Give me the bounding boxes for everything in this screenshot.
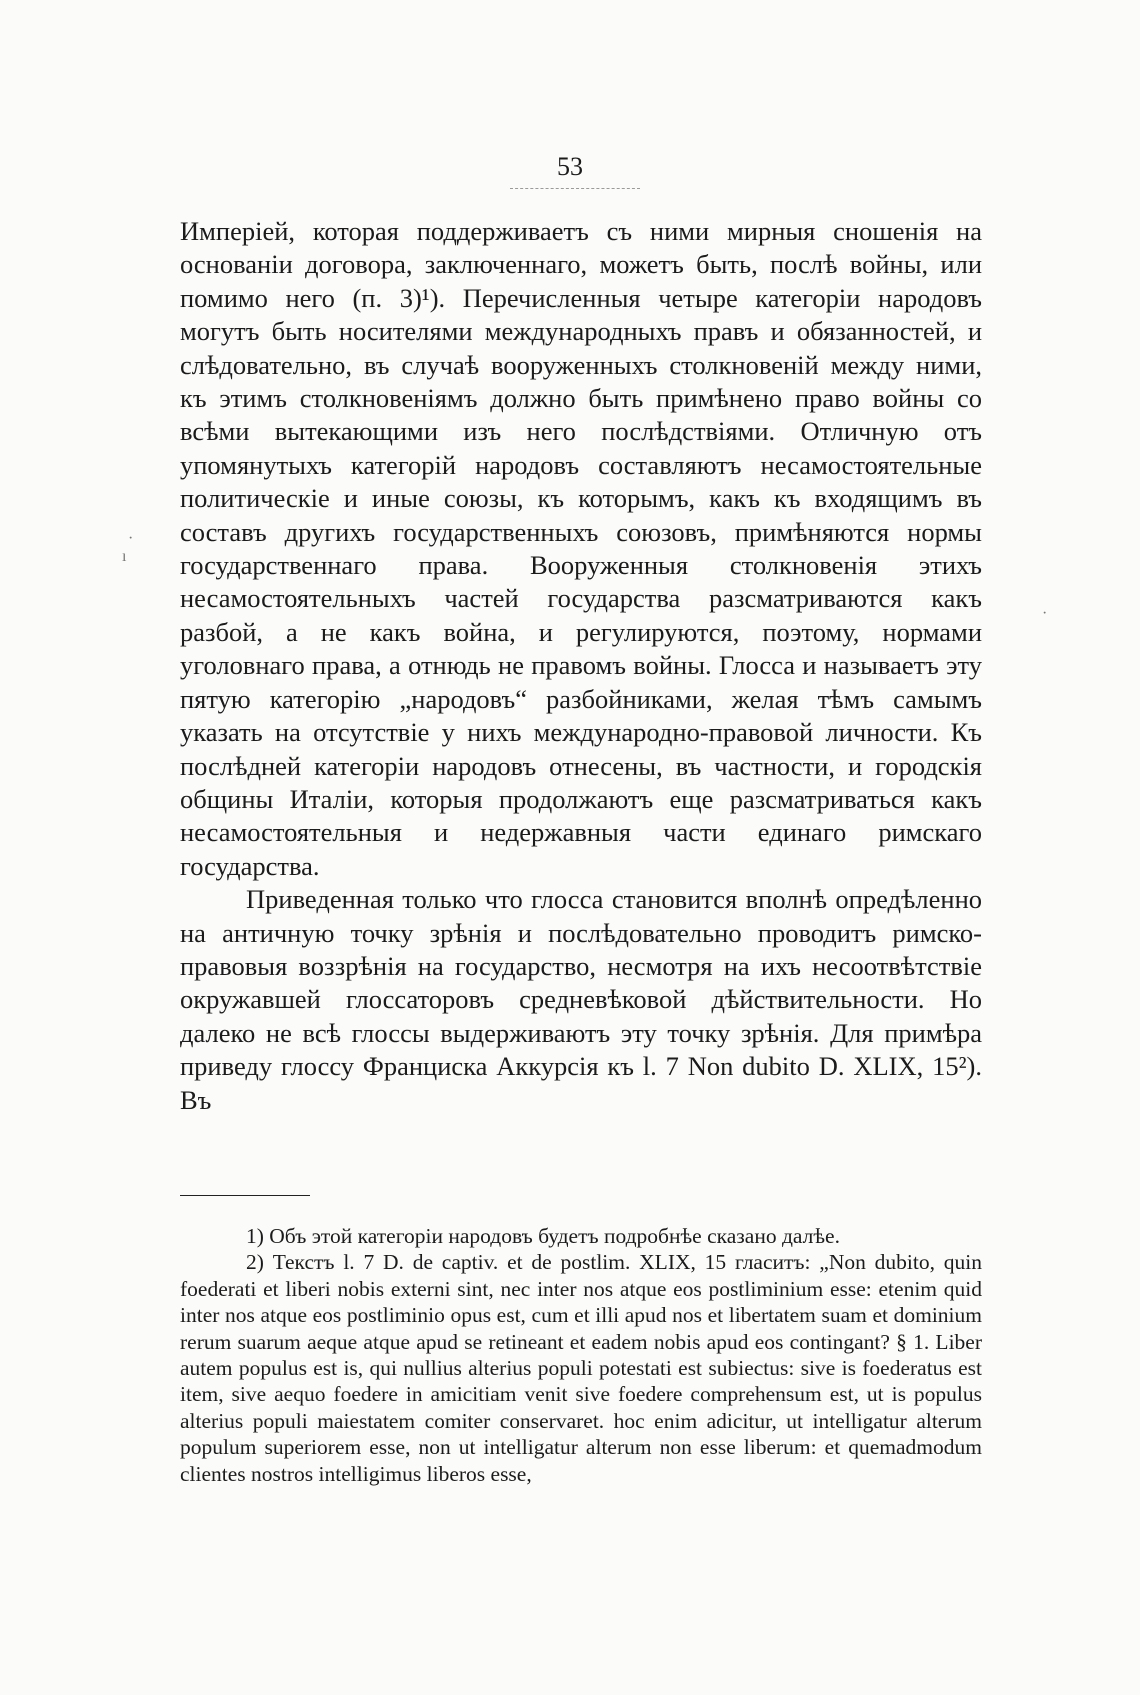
footnote: 2) Текстъ l. 7 D. de captiv. et de postlim. XLIX, 15 гласитъ: „Non dubito, quin foederati et liberi nobis externi sint, nec inter nos atque eos postliminium esse: etenim quid inter nos atque eos postliminio opus est, cum et illi apud nos et libertatem suam et dominium rerum suarum aeque atque apud se retineant et eadem nobis apud eos contingant? § 1. Liber autem populus est is, qui nullius alterius populi potestati est subiectus: sive is foederatus est item, sive aequo foedere in amicitiam venit sive foedere comprehensum est, ut is populus alterius populi maiestatem comiter conservaret. hoc enim adicitur, ut intelligatur alterum populum superiorem esse, non ut intelligatur alterum non esse liberum: et quemadmodum clientes nostros intelligimus liberos esse, xyxy=(180,1250,982,1486)
main-text xyxy=(180,215,982,1117)
paragraph: Имперіей, которая поддерживаетъ съ ними мирныя сношенія на основаніи договора, заключеннаго, можетъ быть, послѣ войны, или помимо него (п. 3)¹). Перечисленныя четыре категоріи народовъ могутъ быть носителями международныхъ правъ и обязанностей, и слѣдовательно, въ случаѣ вооруженныхъ столкновеній между ними, къ этимъ столкновеніямъ должно быть примѣнено право войны со всѣми вытекающими изъ него послѣдствіями. Отличную отъ упомянутыхъ категорій народовъ составляютъ несамостоятельные политическіе и иные союзы, къ которымъ, какъ къ входящимъ въ составъ другихъ государственныхъ союзовъ, примѣняются нормы государственнаго права. Вооруженныя столкновенія этихъ несамостоятельныхъ частей государства разсматриваются какъ разбой, а не какъ война, и регулируются, поэтому, нормами уголовнаго права, а отнюдь не правомъ войны. Глосса и называетъ эту пятую категорію „народовъ“ разбойниками, желая тѣмъ самымъ указать на отсутствіе у нихъ международно-правовой личности. Къ послѣдней категоріи народовъ отнесены, въ частности, и городскія общины Италіи, которыя продолжаютъ еще разсматриваться какъ несамостоятельныя и недержавныя части единаго римскаго государства. xyxy=(180,216,982,881)
page-number-underline xyxy=(510,188,640,189)
page-number: 53 xyxy=(557,152,583,181)
footnotes xyxy=(180,1223,982,1487)
footnote: 1) Объ этой категоріи народовъ будетъ подробнѣе сказано далѣе. xyxy=(246,1224,840,1248)
paragraph: Приведенная только что глосса становится вполнѣ опредѣленно на античную точку зрѣнія и послѣдовательно проводитъ римско-правовыя воззрѣнія на государство, несмотря на ихъ несоотвѣтствіе окружавшей глоссаторовъ средневѣковой дѣйствительности. Но далеко не всѣ глоссы выдерживаютъ эту точку зрѣнія. Для примѣра приведу глоссу Франциска Аккурсія къ l. 7 Non dubito D. XLIX, 15²). Въ xyxy=(180,884,982,1115)
footnote-separator xyxy=(180,1195,310,1196)
margin-mark: · xyxy=(128,530,134,547)
margin-mark: · xyxy=(1042,605,1048,622)
margin-mark: ı xyxy=(122,548,127,565)
